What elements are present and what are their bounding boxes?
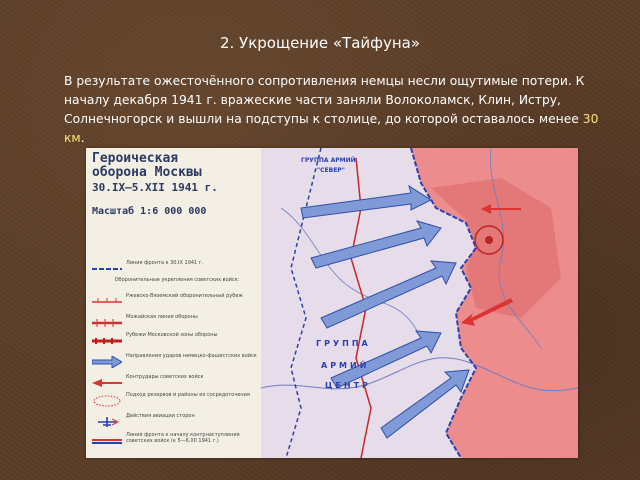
- legend-label: Можайская линия обороны: [126, 314, 198, 320]
- legend-item-front-line-dec: [90, 432, 258, 450]
- paragraph-main: В результате ожесточённого сопротивления немцы несли ощутимые потери. К началу декабря 1941 г. вражеские части заняли Волоколамск, Клин, Истру, Солнечногорск и вышли на подступы к столице, до которой оставалось менее: [64, 74, 585, 126]
- map-legend-panel: [86, 148, 261, 458]
- legend-item-rzhev-vyazma: [90, 293, 258, 311]
- label-group-north: ГРУППА АРМИЙ: [301, 157, 356, 164]
- legend-item-mozhaisk-line: [90, 314, 258, 332]
- legend-header: Оборонительные укрепления советских войск:: [114, 277, 240, 283]
- map-dates: 30.IX—5.XII 1941 г.: [92, 181, 218, 194]
- legend-item-moscow-zone: [90, 332, 258, 350]
- legend-item-soviet-counterattacks: [90, 374, 258, 392]
- blue-arrow-icon: [92, 356, 122, 368]
- legend-label: Линия фронта к началу контрнаступления советских войск (к 5—6.XII 1941 г.): [126, 432, 240, 444]
- map-scale: Масштаб 1:6 000 000: [92, 206, 207, 217]
- moscow-city: [485, 236, 493, 244]
- legend-label: Линия фронта к 30.IX 1941 г.: [126, 260, 204, 266]
- legend-item-aviation: [90, 413, 258, 431]
- red-arrow-icon: [92, 377, 122, 389]
- map-area: [261, 148, 578, 458]
- aircraft-icon: [92, 416, 122, 428]
- legend-item-front-line-sept: [90, 260, 258, 278]
- legend-label: Контрудары советских войск: [126, 374, 204, 380]
- label-group-center: ГРУППА: [316, 339, 371, 348]
- red-double-hatched-line-icon: [92, 317, 122, 329]
- legend-item-reserves: [90, 392, 258, 410]
- red-hatched-line-icon: [92, 296, 122, 308]
- legend-label: Рубежи Московской зоны обороны: [126, 332, 218, 338]
- paragraph-end: .: [80, 131, 85, 145]
- distance-highlight: 30 км: [64, 112, 599, 145]
- label-north: "СЕВЕР": [317, 167, 345, 174]
- dashed-blue-line-icon: [92, 263, 122, 275]
- legend-label: Ржевско-Вяземский оборонительный рубеж: [126, 293, 243, 299]
- slide-title: 2. Укрощение «Тайфуна»: [219, 34, 421, 52]
- label-army: АРМИЙ: [321, 361, 370, 370]
- dotted-red-oval-icon: [92, 395, 122, 407]
- slide-paragraph: [64, 72, 604, 148]
- legend-label: Подход резервов и районы их сосредоточения: [126, 392, 250, 398]
- red-bold-line-icon: [92, 335, 122, 347]
- legend-label: Направления ударов немецко-фашистских войск: [126, 353, 257, 359]
- legend-item-german-attacks: [90, 353, 258, 371]
- label-center: ЦЕНТР: [325, 381, 371, 390]
- moscow-defense-map: [86, 148, 578, 458]
- map-title: Героическая оборона Москвы: [92, 151, 202, 180]
- legend-label: Действия авиации сторон: [126, 413, 195, 419]
- red-blue-line-icon: [92, 435, 122, 447]
